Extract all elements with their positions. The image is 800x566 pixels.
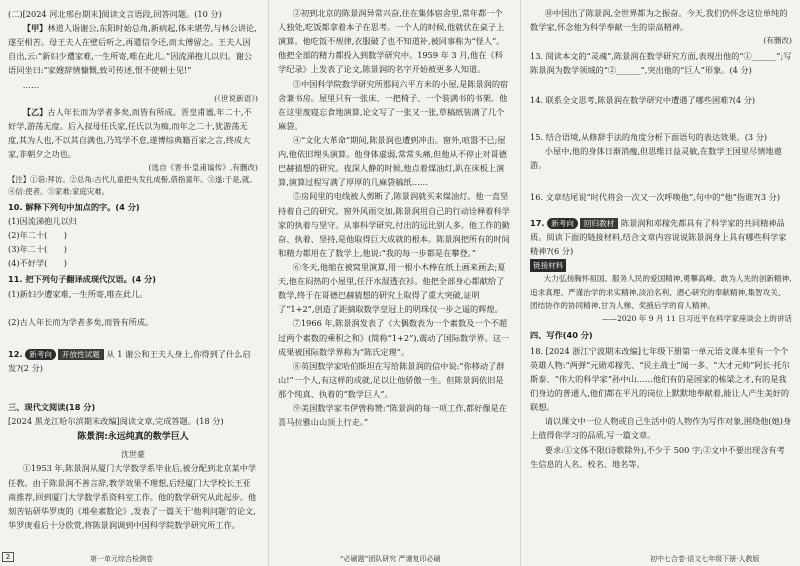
new-trend-tag: 新考向	[25, 349, 56, 360]
q10-item: (4)不好学( )	[8, 258, 67, 269]
open-question-tag: 开放性试题	[58, 349, 104, 360]
question-16: 16. 文章结尾说“时代将会一次又一次呼唤他”,句中的“他”指谁?(3 分)	[530, 191, 781, 202]
passage-jia-ellipsis: ……	[22, 79, 40, 90]
question-14: 14. 联系全文思考,陈景润在数学研究中遭遇了哪些困难?(4 分)	[530, 95, 756, 106]
link-material-source: ——2020 年 9 月 11 日习近平在科学家座谈会上的讲话	[601, 313, 792, 323]
section-3-heading: 三、现代文阅读(18 分)	[8, 401, 96, 412]
question-10: 10. 解释下列句中加点的字。(4 分)	[8, 201, 140, 212]
right-column	[530, 6, 792, 471]
article-paragraph: ③中国科学院数学研究所那间六平方米的小屋,是陈景润的宿舍兼书房。屋里只有一张床、一把椅子、一个装满书的书架。他在这里废寝忘食地演算,论文写了一张又一张,草稿纸装满了几个麻袋。	[278, 78, 509, 131]
answer-space[interactable]	[530, 108, 792, 128]
question-13: 13. 阅读本文的“灵魂”,陈景润在数学研究方面,表现出他的“①______”;写陈景润为数学领域的“②______”,突出他的“巨人”形象。(4 分)	[530, 51, 792, 76]
answer-space[interactable]	[530, 172, 792, 188]
article-paragraph: ⑨美国数学家韦伊曾称赞:“陈景润的每一项工作,都好像是在喜马拉雅山山顶上行走。”	[278, 403, 507, 428]
q10-item: (3)年二十( )	[8, 244, 67, 255]
q11-item: (2)古人年长而为学者多矣,而皆有所成。	[8, 316, 154, 327]
question-18-requirements: 要求:①文体不限(诗歌除外),不少于 500 字;②文中不要出现含有考生信息的人名、校名、地名等。	[530, 444, 785, 469]
q10-item: (1)因流涕抱儿以归	[8, 215, 77, 226]
footer-right: 初中七合卷·语文七年级下册·人教版	[650, 555, 760, 563]
article-paragraph: ④“文化大革命”期间,陈景润也遭到冲击。窗外,喧嚣不已;屋内,他依旧埋头演算。他身体虚弱,常常头痛,但他从不停止对哥德巴赫猜想的研究。夜深人静的时候,他点着煤油灯,趴在床板上演算,演算过程写满了厚厚的几麻袋稿纸……	[278, 134, 507, 188]
question-15: 15. 结合语境,从修辞手法的角度分析下面语句的表达效果。(3 分)	[530, 131, 768, 142]
footer-middle: “必刷题”团队研究 严谨复印必刷	[340, 555, 441, 563]
section-4-heading: 四、写作(40 分)	[530, 329, 593, 340]
article-paragraph: ②初到北京的陈景润异常兴奋,住在集体宿舍里,常年都一个人独处,吃饭都拿着本子在思考。一个人的时候,他就伏在桌子上演算。他吃饭不规律,衣服破了也不知道补,被同事称为“怪人”。他把全部的精力都投入到数学研究中。1959 年 3 月,他在《科学纪录》上发表了论文,陈景润的名字开始被更多人知道。	[278, 8, 505, 75]
question-11: 11. 把下列句子翻译成现代汉语。(4 分)	[8, 274, 157, 285]
section-3-intro: [2024 黑龙江哈尔滨期末改编]阅读文章,完成答题。(18 分)	[8, 416, 224, 427]
answer-space[interactable]	[530, 77, 792, 91]
article-paragraph: ⑦1966 年,陈景润发表了《大偶数表为一个素数及一个不超过两个素数的乘积之和》(简称“1+2”),震动了国际数学界。这一成果被国际数学界称为“陈氏定理”。	[278, 318, 510, 357]
question-intro: (二)[2024 河北邢台期末]阅读文言语段,回答问题。(10 分)	[8, 9, 222, 19]
middle-column	[278, 6, 510, 429]
article-paragraph: ①1953 年,陈景润从厦门大学数学系毕业后,被分配到北京某中学任教。由于陈景润不善言辞,教学效果不理想,后经厦门大学校长王亚南推荐,回到厦门大学数学系资料室工作。他的数学研究从此起步。他刻苦钻研华罗庚的《堆垒素数论》,发表了一篇关于‘他利问题’的论文,华罗庚看后十分欣赏,将陈景润调到中国科学院数学研究所工作。	[8, 463, 257, 530]
passage-jia-source: (《世说新语》)	[214, 93, 258, 103]
q11-item: (1)新妇少遭家难,一生所寄,唯在此儿。	[8, 288, 148, 299]
article-paragraph: ⑩中国出了陈景润,全世界都为之振奋。今天,我们仍怀念这位单纯的数学家,怀念他为科学奉献一生的崇高精神。	[530, 8, 788, 33]
textbook-tag: 回归教材	[580, 218, 618, 229]
article-source: (有删改)	[763, 36, 792, 46]
question-17-number: 17.	[530, 218, 545, 229]
q10-item: (2)年二十( )	[8, 230, 67, 241]
passage-yi: 古人年长而为学者多矣,而皆有所成。晋皇甫谧,年二十,不好学,游荡无度。后入叔母任氏家,任氏以为痴,而年之二十,犹游荡无度,其为人也,不以其自满也,乃笃学不怠,遂博综典籍百家之言,终成大家,非朝夕之功也。	[8, 106, 252, 160]
column-divider	[520, 0, 521, 566]
passage-yi-label: 【乙】	[22, 106, 48, 117]
article-author: 沈世豪	[121, 449, 145, 459]
passage-jia-label: 【甲】	[22, 23, 48, 34]
question-18-instruction: 请以课文中一位人物或自己生活中的人物作为写作对象,围绕他(她)身上值得你学习的品质,写一篇文章。	[530, 416, 792, 441]
question-17: 陈景润和邓稼先都具有了科学家的共同精神品质。阅读下面的链接材料,结合文章内容说说陈景润身上具有哪些科学家精神?(6 分)	[530, 218, 787, 257]
article-paragraph: ⑥冬天,他缩在被窝里演算,用一根小木棒在纸上画来画去;夏天,他在闷热的小屋里,任汗水湿透衣衫。他把全部身心都献给了数学,终于在哥德巴赫猜想的研究上取得了重大突破,证明了“1+2”,创造了距摘取数学皇冠上的明珠仅一步之遥的辉煌。	[278, 261, 506, 315]
article-title: 陈景润:永远纯真的数学巨人	[77, 432, 189, 443]
answer-space[interactable]	[8, 329, 258, 343]
article-paragraph: ⑧英国数学家哈伯斯坦在写给陈景润的信中说:“你移动了群山!”一个人,有这样的成就,足以让他骄傲一生。但陈景润依旧是那个纯真、执着的“数学巨人”。	[278, 360, 505, 399]
link-material-text: 大力弘扬胸怀祖国、服务人民的爱国精神,勇攀高峰、敢为人先的创新精神,追求真理、严谨治学的求实精神,淡泊名利、潜心研究的奉献精神,集智攻关、团结协作的协同精神,甘为人梯、奖掖后学的育人精神。	[530, 274, 792, 310]
footer-left: 第一单元综合检测卷	[90, 555, 153, 563]
article-paragraph: ⑤房间里的电线被人剪断了,陈景润就买来煤油灯。他一直坚持着自己的研究。窗外风雨交加,陈景润用自己的行动诠释着科学家的执着与坚守。从事科学研究,付出的远比别人多。他工作的勤奋、执着、坚持,是他取得巨大成就的根本。陈景润把所有的时间和精力都用在了数学上,他说:“我的每一步都是在攀登。”	[278, 191, 510, 258]
column-divider	[268, 0, 269, 566]
question-18: 18. [2024 浙江宁波期末改编]七年级下册第一单元语文课本里有一个个英雄人物:“两弹”元勋邓稼先、“民主战士”闻一多、“大才元帅”阿长·托尔斯泰、“伟大的科学家”孙中山……他们有的是国家的栋梁之才,有的是我们身边的普通人,他们都在平凡的岗位上默默地奉献着,能让人产生美好的联想。	[530, 345, 790, 413]
answer-space[interactable]	[8, 375, 258, 397]
passage-jia: 林道人诣谢公,东阳时始总角,新病起,体未堪劳,与林公讲论,遂至相苦。母王夫人在壁后听之,再遣信令还,而太傅留之。王夫人因自出,云:“新妇少遭家难,一生所寄,唯在此儿。”因流涕抱儿以归。谢公语同坐曰:“家嫂辞情慷慨,致可传述,恨不使朝士见!”	[8, 23, 257, 76]
question-12-number: 12.	[8, 348, 23, 359]
left-column	[8, 6, 258, 532]
new-trend-tag: 新考向	[547, 218, 578, 229]
answer-space[interactable]	[530, 204, 792, 214]
answer-space[interactable]	[8, 301, 258, 315]
annotation-note: 【注】①诣:拜访。②总角:古代儿童把头发扎成髻,借指童年。③遂:于是,就。④信:使者。⑤家难:家庭灾难。	[8, 175, 257, 197]
passage-yi-source: (选自《晋书·皇甫谧传》,有删改)	[148, 163, 258, 173]
question-15-excerpt: 小屋中,他的身体日渐消瘦,但思维日益灵敏,在数学王国里尽情地遨游。	[530, 145, 782, 170]
page-number: 2	[2, 552, 14, 562]
question-12: 从 1 谢公和王夫人身上,你得到了什么启发?(2 分)	[8, 348, 251, 373]
link-material-label: 链接材料	[530, 259, 566, 272]
